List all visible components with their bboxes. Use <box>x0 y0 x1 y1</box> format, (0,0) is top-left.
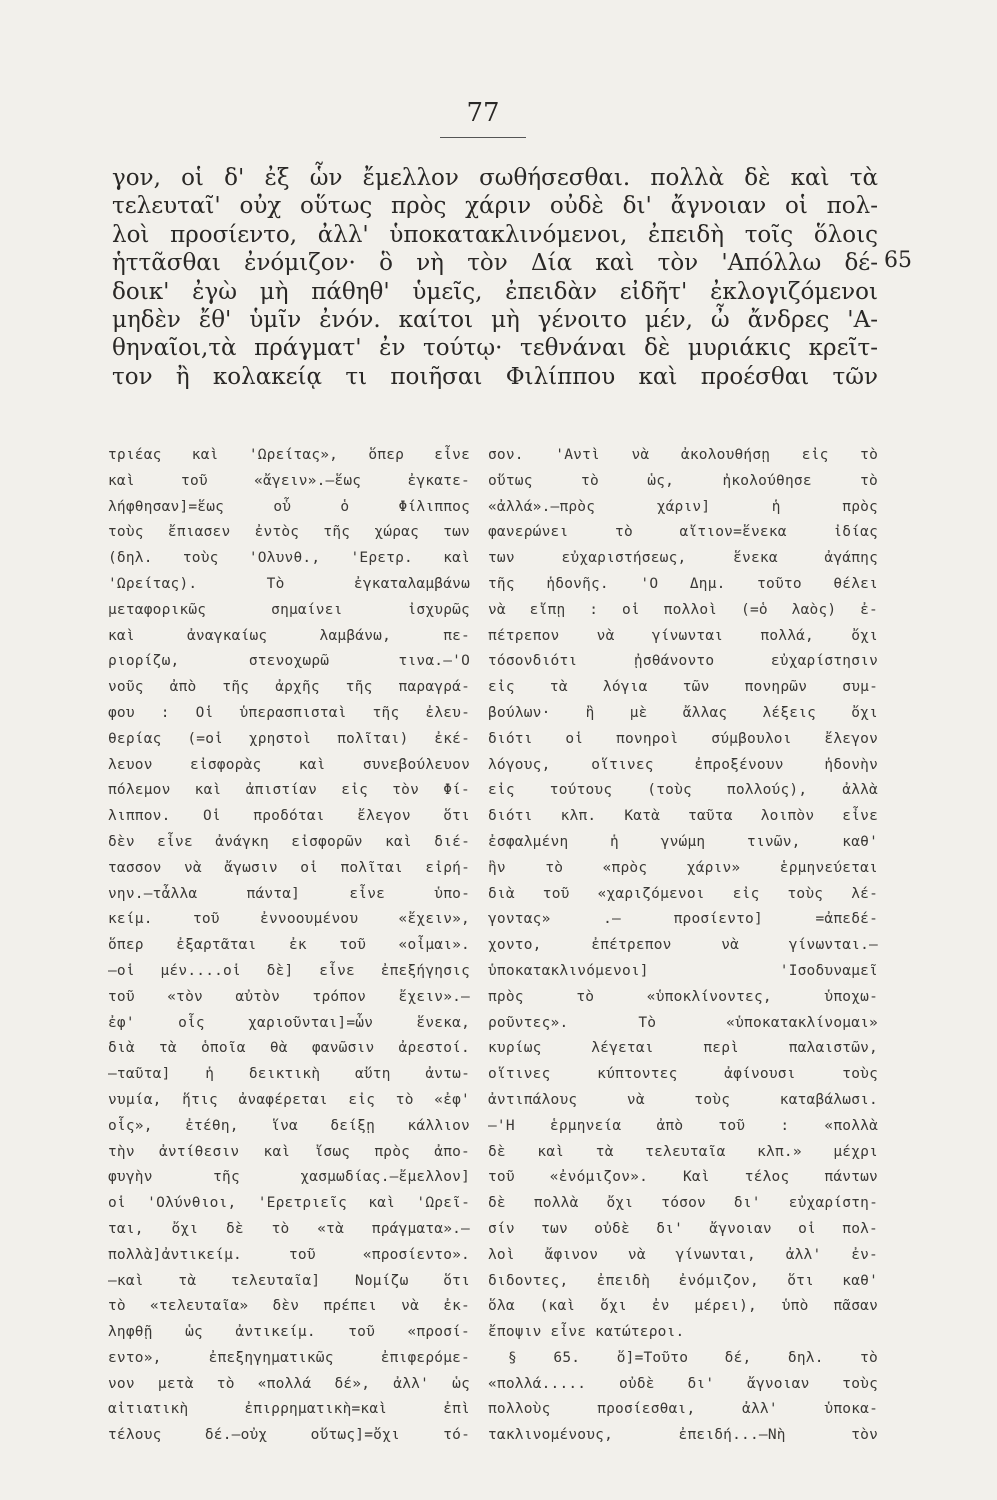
commentary-line: πολλὰ]ἀντικείμ. τοῦ «προσίεντο». <box>108 1246 470 1263</box>
page-number: 77 <box>466 98 500 128</box>
commentary-line: § 65. ὅ]=Τοῦτο δέ, δηλ. τὸ <box>508 1349 878 1366</box>
commentary-line: (δηλ. τοὺς 'Ολυνθ., 'Ερετρ. καὶ <box>108 550 470 567</box>
main-text-line: δοικ' ἐγὼ μὴ πάθηθ' ὑμεῖς, ἐπειδὰν εἰδῆτ' ἐκλογιζόμενοι <box>112 278 878 305</box>
commentary-line: διότι κλπ. Κατὰ ταῦτα λοιπὸν εἶνε <box>488 808 878 825</box>
commentary-line: τοὺς ἔπιασεν ἐντὸς τῆς χώρας των <box>108 524 470 541</box>
commentary-line: δὲ πολλὰ ὄχι τόσον δι' εὐχαρίστη- <box>488 1195 878 1212</box>
commentary-line: νον μετὰ τὸ «πολλά δέ», ἀλλ' ὡς <box>108 1375 470 1392</box>
commentary-line: τοῦ «ἐνόμιζον». Καὶ τέλος πάντων <box>488 1169 878 1186</box>
commentary-line: τασσον νὰ ἄγωσιν οἱ πολῖται εἰρή- <box>108 859 470 876</box>
commentary-line: —ταῦτα] ἡ δεικτικὴ αὕτη ἀντω- <box>108 1066 470 1083</box>
commentary-line: «πολλά..... οὐδὲ δι' ἄγνοιαν τοὺς <box>488 1375 878 1392</box>
commentary-line: εντο», ἐπεξηγηματικῶς ἐπιφερόμε- <box>108 1349 470 1366</box>
commentary-line: νυμία, ἥτις ἀναφέρεται εἰς τὸ «ἐφ' <box>108 1091 470 1108</box>
commentary-line: δὲν εἶνε ἀνάγκη εἰσφορῶν καὶ διέ- <box>108 833 470 850</box>
commentary-line: ληφθῇ ὡς ἀντικείμ. τοῦ «προσί- <box>108 1324 470 1341</box>
commentary-line: τὸ «τελευταῖα» δὲν πρέπει νὰ ἐκ- <box>108 1298 470 1315</box>
commentary-line: κείμ. τοῦ ἐννοουμένου «ἔχειν», <box>108 911 470 928</box>
commentary-line: λιππον. Οἱ προδόται ἔλεγον ὅτι <box>108 808 470 825</box>
commentary-line: νην.—τἆλλα πάντα] εἶνε ὑπο- <box>108 885 470 902</box>
commentary-left-column <box>108 443 470 1449</box>
commentary-line: τέλους δέ.—οὐχ οὕτως]=ὄχι τό- <box>108 1427 470 1444</box>
commentary-line: τριέας καὶ 'Ωρείτας», ὅπερ εἶνε <box>108 447 470 463</box>
commentary-line: βούλων· ἢ μὲ ἄλλας λέξεις ὄχι <box>488 704 878 721</box>
commentary-right-column <box>488 443 878 1449</box>
commentary-line: χοντο, ἐπέτρεπον νὰ γίνωνται.— <box>488 937 878 954</box>
commentary-line: εἰς τούτους (τοὺς πολλούς), ἀλλὰ <box>488 782 878 799</box>
main-text-line: τον ἢ κολακείᾳ τι ποιῆσαι Φιλίππου καὶ προέσθαι τῶν <box>112 363 878 390</box>
commentary-line: κυρίως λέγεται περὶ παλαιστῶν, <box>488 1040 878 1057</box>
page-number-rule <box>440 137 526 138</box>
commentary-line: οἱ 'Ολύνθιοι, 'Ερετριεῖς καὶ 'Ωρεῖ- <box>108 1195 470 1212</box>
commentary-line: λευον εἰσφορὰς καὶ συνεβούλευον <box>108 756 470 773</box>
commentary-line: τοῦ «τὸν αὐτὸν τρόπον ἔχειν».— <box>108 988 470 1005</box>
commentary-line: ροῦντες». Τὸ «ὑποκατακλίνομαι» <box>488 1014 878 1031</box>
commentary-line: ριορίζω, στενοχωρῶ τινα.—'Ο <box>108 653 470 670</box>
commentary-line: «ἀλλά».—πρὸς χάριν] ἡ πρὸς <box>488 498 878 515</box>
commentary-line: καὶ ἀναγκαίως λαμβάνω, πε- <box>108 627 470 644</box>
commentary-line: διότι οἱ πονηροὶ σύμβουλοι ἔλεγον <box>488 730 878 747</box>
commentary-line: —καὶ τὰ τελευταῖα] Νομίζω ὅτι <box>108 1272 470 1289</box>
margin-section-number: 65 <box>884 248 912 273</box>
commentary-line: θερίας (=οἱ χρηστοὶ πολῖται) ἐκέ- <box>108 730 470 747</box>
commentary-line: ἐφ' οἷς χαριοῦνται]=ὧν ἕνεκα, <box>108 1014 470 1031</box>
commentary-line: εἰς τὰ λόγια τῶν πονηρῶν συμ- <box>488 679 878 696</box>
commentary-line: ἐσφαλμένη ἡ γνώμη τινῶν, καθ' <box>488 833 878 850</box>
commentary-line: ἣν τὸ «πρὸς χάριν» ἑρμηνεύεται <box>488 859 878 876</box>
commentary-line: —οἱ μέν....οἱ δὲ] εἶνε ἐπεξήγησις <box>108 962 470 979</box>
commentary-line: των εὐχαριστήσεως, ἕνεκα ἀγάπης <box>488 550 878 567</box>
commentary-line: αἰτιατικὴ ἐπιρρηματικὴ=καὶ ἐπὶ <box>108 1401 470 1418</box>
main-text-line: γον, οἱ δ' ἐξ ὧν ἔμελλον σωθήσεσθαι. πολλὰ δὲ καὶ τὰ <box>112 165 878 191</box>
main-text <box>112 164 878 391</box>
commentary-line: σον. 'Αντὶ νὰ ἀκολουθήσῃ εἰς τὸ <box>488 447 878 463</box>
commentary-line: τακλινομένους, ἐπειδή...—Νὴ τὸν <box>488 1427 878 1444</box>
commentary-line: φυγὴν τῆς χασμωδίας.—ἔμελλον] <box>108 1169 470 1186</box>
commentary-line: —'Η ἑρμηνεία ἀπὸ τοῦ : «πολλὰ <box>488 1117 878 1134</box>
commentary-line: καὶ τοῦ «ἄγειν».—ἕως ἐγκατε- <box>108 472 470 489</box>
commentary-line: λοὶ ἄφινον νὰ γίνωνται, ἀλλ' ἐν- <box>488 1246 878 1263</box>
commentary-line: φου : Οἱ ὑπερασπισταὶ τῆς ἐλευ- <box>108 704 470 721</box>
commentary-line: μεταφορικῶς σημαίνει ἰσχυρῶς <box>108 601 470 618</box>
main-text-line: ἡττᾶσθαι ἐνόμιζον· ὃ νὴ τὸν Δία καὶ τὸν 'Απόλλω δέ- <box>112 250 878 277</box>
commentary-line: ἀντιπάλους νὰ τοὺς καταβάλωσι. <box>488 1091 878 1108</box>
main-text-line: μηδὲν ἔθ' ὑμῖν ἐνόν. καίτοι μὴ γένοιτο μέν, ὦ ἄνδρες 'Α- <box>112 306 878 333</box>
commentary-line: διδοντες, ἐπειδὴ ἐνόμιζον, ὅτι καθ' <box>488 1272 878 1289</box>
commentary-line: τῆς ἡδονῆς. 'Ο Δημ. τοῦτο θέλει <box>488 575 878 592</box>
commentary-line: νοῦς ἀπὸ τῆς ἀρχῆς τῆς παραγρά- <box>108 679 470 696</box>
commentary-line: πέτρεπον νὰ γίνωνται πολλά, ὄχι <box>488 627 878 644</box>
commentary-line: σίν των οὐδὲ δι' ἄγνοιαν οἱ πολ- <box>488 1220 878 1237</box>
commentary-line: οἵτινες κύπτοντες ἀφίνουσι τοὺς <box>488 1066 878 1083</box>
commentary-line: τὴν ἀντίθεσιν καὶ ἴσως πρὸς ἀπο- <box>108 1143 470 1160</box>
commentary-line: διὰ τοῦ «χαριζόμενοι εἰς τοὺς λέ- <box>488 885 878 902</box>
commentary-line: λόγους, οἵτινες ἐπροξένουν ἡδονὴν <box>488 756 878 773</box>
commentary-line: πολλοὺς προσίεσθαι, ἀλλ' ὑποκα- <box>488 1401 878 1418</box>
commentary-line: πρὸς τὸ «ὑποκλίνοντες, ὑποχω- <box>488 988 878 1005</box>
main-text-line: λοὶ προσίεντο, ἀλλ' ὑποκατακλινόμενοι, ἐπειδὴ τοῖς ὅλοις <box>112 221 878 248</box>
commentary-line: γοντας» .— προσίεντο] =ἀπεδέ- <box>488 911 878 928</box>
commentary-line: διὰ τὰ ὁποῖα θὰ φανῶσιν ἀρεστοί. <box>108 1040 470 1057</box>
commentary-line: ὅπερ ἐξαρτᾶται ἐκ τοῦ «οἶμαι». <box>108 937 470 954</box>
commentary-line: οἷς», ἐτέθη, ἵνα δείξῃ κάλλιον <box>108 1117 470 1134</box>
commentary-line: πόλεμον καὶ ἀπιστίαν εἰς τὸν Φί- <box>108 782 470 799</box>
commentary-line: νὰ εἴπῃ : οἱ πολλοὶ (=ὁ λαὸς) ἐ- <box>488 601 878 618</box>
commentary-line: 'Ωρείτας). Τὸ ἐγκαταλαμβάνω <box>108 575 470 592</box>
commentary-line: φανερώνει τὸ αἴτιον=ἕνεκα ἰδίας <box>488 524 878 541</box>
commentary-line: λήφθησαν]=ἕως οὗ ὁ Φίλιππος <box>108 498 470 515</box>
commentary-line: δὲ καὶ τὰ τελευταῖα κλπ.» μέχρι <box>488 1143 878 1160</box>
main-text-line: θηναῖοι,τὰ πράγματ' ἐν τούτῳ· τεθνάναι δὲ μυριάκις κρεῖτ- <box>112 335 878 362</box>
main-text-line: τελευταῖ' οὐχ οὕτως πρὸς χάριν οὐδὲ δι' ἄγνοιαν οἱ πολ- <box>112 193 878 220</box>
commentary-line: ἔποψιν εἶνε κατώτεροι. <box>488 1324 685 1341</box>
commentary-line: ὑποκατακλινόμενοι] 'Ισοδυναμεῖ <box>488 962 878 979</box>
commentary-line: ὅλα (καὶ ὄχι ἐν μέρει), ὑπὸ πᾶσαν <box>488 1298 878 1315</box>
commentary-line: τόσονδιότι ᾐσθάνοντο εὐχαρίστησιν <box>488 653 878 670</box>
commentary-line: ται, ὄχι δὲ τὸ «τὰ πράγματα».— <box>108 1220 470 1237</box>
commentary-line: οὕτως τὸ ὡς, ἠκολούθησε τὸ <box>488 472 878 489</box>
